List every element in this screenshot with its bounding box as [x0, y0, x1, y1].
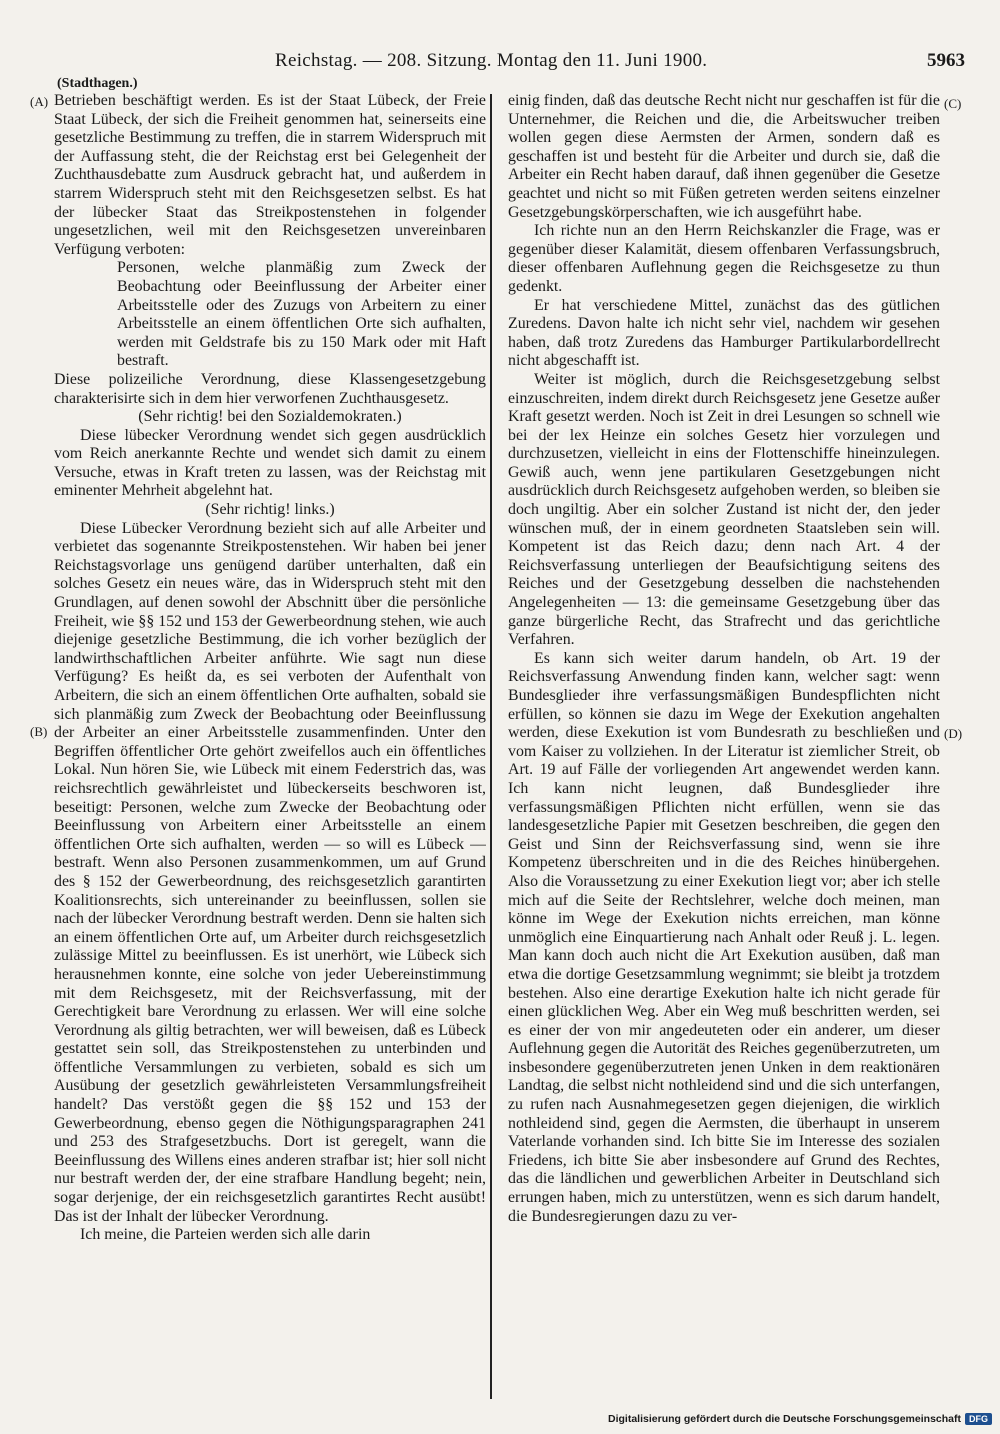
interjection: (Sehr richtig! links.)	[205, 501, 335, 519]
page-number: 5963	[927, 50, 965, 71]
credit-text: Digitalisierung gefördert durch die Deutsche Forschungsgemeinschaft	[608, 1413, 961, 1425]
paragraph: Er hat verschiedene Mittel, zunächst das des gütlichen Zuredens. Davon halte ich nicht sehr viel, nachdem wir gesehen haben, daß trotz Zuredens das Hamburger Partikularbordellrecht nicht abgeschafft ist.	[508, 296, 940, 370]
left-column	[54, 92, 486, 1397]
margin-marker-c: (C)	[944, 96, 962, 111]
column-divider	[490, 94, 492, 1399]
paragraph: Ich meine, die Parteien werden sich alle darin	[80, 1226, 371, 1244]
paragraph: Es kann sich weiter darum handeln, ob Art. 19 der Reichsverfassung Anwendung finden kann, welcher sagt: wenn Bundesglieder ihre verfassungsmäßigen Bundespflichten nicht erfüllen, so können sie dazu im Wege der Exekution angehalten werden, diese Exekution ist vom Bundesrath zu beschließen und vom Kaiser zu vollziehen. In der Literatur ist ziemlicher Streit, ob Art. 19 auf Fälle der vorliegenden Art angewendet werden kann. Ich kann nicht leugnen, daß Bundesglieder ihre verfassungsmäßigen Pflichten nicht erfüllen, wenn sie das landesgesetzliche Papier mit Gesetzen beschreiben, die gegen den Geist und Sinn der Reichsverfassung sind, wenn sie ihre Kompetenz überschreiten und in die des Reiches hinübergehen. Also die Voraussetzung zu einer Exekution liegt vor; aber ich stelle mich auf die Seite der Rechtslehrer, welche doch meinen, man könne im Wege der Exekution nichts erreichen, man könne unmöglich eine Einquartierung nach Anhalt oder Reuß j. L. legen. Man kann doch auch nicht die Art Exekution ausüben, daß man etwa die dortige Gesetzsammlung wegnimmt; sie bleibt ja trotzdem bestehen. Also eine derartige Exekution halte ich nicht gerade für einen glücklichen Weg. Aber ein Weg muß beschritten werden, sei es einer der von mir angedeuteten oder ein anderer, um dieser Auflehnung gegen die Autorität des Reiches gegenüberzutreten, um insbesondere gegenüberzutreten jenen Unken in dem reaktionären Landtag, die selbst nicht nothleidend sind und die sich unterfangen, zu rufen nach Ausnahmegesetzen gegen diejenigen, die wirklich nothleidend sind, gegen die Aermsten, die überhaupt in unserem Vaterlande vorhanden sind. Ich bitte Sie im Interesse des sozialen Friedens, ich bitte Sie aber insbesondere auf Grund des Rechtes, das die ländlichen und gewerblichen Arbeiter in Deutschland sich errungen haben, mich zu unterstützen, wenn es sich darum handelt, die Bundesregierungen dazu zu ver-	[508, 649, 940, 1225]
speaker-name: (Stadthagen.)	[57, 76, 138, 91]
paragraph: Diese polizeiliche Verordnung, diese Klassengesetzgebung charakterisirte sich in dem hier verworfenen Zuchthausgesetz.	[54, 370, 486, 407]
page-header	[30, 50, 970, 78]
dfg-logo: DFG	[965, 1413, 992, 1425]
paragraph: einig finden, daß das deutsche Recht nicht nur geschaffen ist für die Unternehmer, die Reichen und die, die Arbeitswucher treiben wollen gegen diese Aermsten der Armen, sondern daß es geschaffen ist und besteht für die Arbeiter und durch sie, daß die Arbeiter ein Recht haben darauf, daß ihnen gegenüber die Gesetze geachtet und nicht so mit Füßen getreten werden seitens einzelner Gesetzgebungskörperschaften, wie ich ausgeführt habe.	[508, 92, 940, 221]
margin-marker-a: (A)	[30, 94, 49, 109]
paragraph: Diese lübecker Verordnung wendet sich gegen ausdrücklich vom Reich anerkannte Rechte und wendet sich damit zu einem Versuche, etwas in Kraft treten zu lassen, was der Reichstag mit eminenter Mehrheit abgelehnt hat.	[54, 426, 486, 500]
interjection: (Sehr richtig! bei den Sozialdemokraten.)	[138, 408, 402, 426]
quoted-ordinance: Personen, welche planmäßig zum Zweck der Beobachtung oder Beeinflussung der Arbeiter einer Arbeitsstelle oder des Zuzugs von Arbeitern zu einer Arbeitsstelle an einem öffentlichen Orte sich aufhalten, werden mit Geldstrafe bis zu 150 Mark oder mit Haft bestraft.	[117, 259, 486, 370]
paragraph: Betrieben beschäftigt werden. Es ist der Staat Lübeck, der Freie Staat Lübeck, der sich die Freiheit genommen hat, seinerseits eine gesetzliche Bestimmung zu treffen, die in starrem Widerspruch mit der Auffassung steht, die der Reichstag erst bei Gelegenheit der Zuchthausdebatte zum Ausdruck gebracht hat, und außerdem in starrem Widerspruch steht mit den Reichsgesetzen selbst. Es hat der lübecker Staat das Streikpostenstehen in folgender ungesetzlichen, weil mit den Reichsgesetzen unvereinbaren Verfügung verboten:	[54, 92, 486, 258]
paragraph: Diese Lübecker Verordnung bezieht sich auf alle Arbeiter und verbietet das sogenannte Streikpostenstehen. Wir haben bei jener Reichstagsvorlage uns genügend darüber unterhalten, daß ein solches Gesetz ein neues wäre, das in Widerspruch steht mit den Grundlagen, auf denen sowohl der Abschnitt über die persönliche Freiheit, wie §§ 152 und 153 der Gewerbeordnung stehen, wie auch diejenige gesetzliche Bestimmung, die ich vorher bezüglich der landwirthschaftlichen Arbeiter anführte. Wie sagt nun diese Verfügung? Es heißt da, es sei verboten der Aufenthalt von Arbeitern, die sich an einem öffentlichen Orte aufhalten, sobald sie sich planmäßig zum Zweck der Beobachtung oder Beeinflussung der Arbeiter an einer Arbeitsstelle zusammenfinden. Unter den Begriffen öffentlicher Orte gehört zweifellos auch ein öffentliches Lokal. Nun hören Sie, wie Lübeck mit einem Federstrich das, was reichsrechtlich gewährleistet und lübeckerseits beschworen ist, beseitigt: Personen, welche zum Zwecke der Beobachtung oder Beeinflussung von Arbeitern einer Arbeitsstelle an einem öffentlichen Orte sich aufhalten, werden — so will es Lübeck — bestraft. Wenn also Personen zusammenkommen, um auf Grund des § 152 der Gewerbeordnung, des reichsgesetzlich garantirten Koalitionsrechts, sich untereinander zu beeinflussen, sollen sie nach der lübecker Verordnung bestraft werden. Denn sie halten sich an einem öffentlichen Orte auf, um Arbeiter durch reichsgesetzlich zulässige Mittel zu beeinflussen. Es ist unerhört, wie Lübeck sich herausnehmen konnte, eine solche von jeder Uebereinstimmung mit dem Reichsgesetz, mit der Reichsverfassung, mit der Gerechtigkeit bare Verordnung zu erlassen. Wer will eine solche Verordnung als giltig betrachten, wer will beweisen, daß es Lübeck gestattet sein soll, das Streikpostenstehen zu unterbinden und öffentliche Versammlungen zu verbieten, sobald es sich um Ausübung der gesetzlich gewährleisteten Versammlungsfreiheit handelt? Das verstößt gegen die §§ 152 und 153 der Gewerbeordnung, ebenso gegen die Nöthigungsparagraphen 241 und 253 des Strafgesetzbuchs. Dort ist geregelt, wann die Beeinflussung des Willens eines anderen strafbar ist; hier soll nicht nur bestraft werden der, der eine strafbare Handlung begeht; nein, sogar derjenige, der ein reichsgesetzlich garantirtes Recht ausübt! Das ist der Inhalt der lübecker Verordnung.	[54, 519, 486, 1225]
paragraph: Ich richte nun an den Herrn Reichskanzler die Frage, was er gegenüber dieser Kalamität, diesem offenbaren Verfassungsbruch, dieser offenbaren Auflehnung gegen die Reichsgesetze zu thun gedenkt.	[508, 222, 940, 295]
digitization-credit	[608, 1413, 992, 1425]
running-title: Reichstag. — 208. Sitzung. Montag den 11. Juni 1900.	[275, 50, 708, 71]
margin-marker-b: (B)	[30, 724, 48, 739]
right-column	[508, 92, 940, 1397]
margin-marker-d: (D)	[944, 726, 963, 741]
paragraph: Weiter ist möglich, durch die Reichsgesetzgebung selbst einzuschreiten, indem direkt durch Reichsgesetz jene Gesetze außer Kraft gesetzt werden. Noch ist Zeit in drei Lesungen so schnell wie bei der lex Heinze ein solches Gesetz hier vorzulegen und durchzusetzen, vielleicht in eins der Flottenschiffe hineinzulegen. Gewiß auch, wenn jene partikularen Gesetzgebungen nicht ausdrücklich durch Reichsgesetz aufgehoben werden, so bleiben sie doch ungiltig. Aber ein solcher Zustand ist nicht der, den jeder wünschen muß, der in einem geordneten Staatsleben sein will. Kompetent ist das Reich dazu; denn nach Art. 4 der Reichsverfassung unterliegen der Beaufsichtigung seitens des Reiches und der Gesetzgebung desselben die nachstehenden Angelegenheiten — 13: die gemeinsame Gesetzgebung über das ganze bürgerliche Recht, das Strafrecht und das gerichtliche Verfahren.	[508, 370, 940, 649]
